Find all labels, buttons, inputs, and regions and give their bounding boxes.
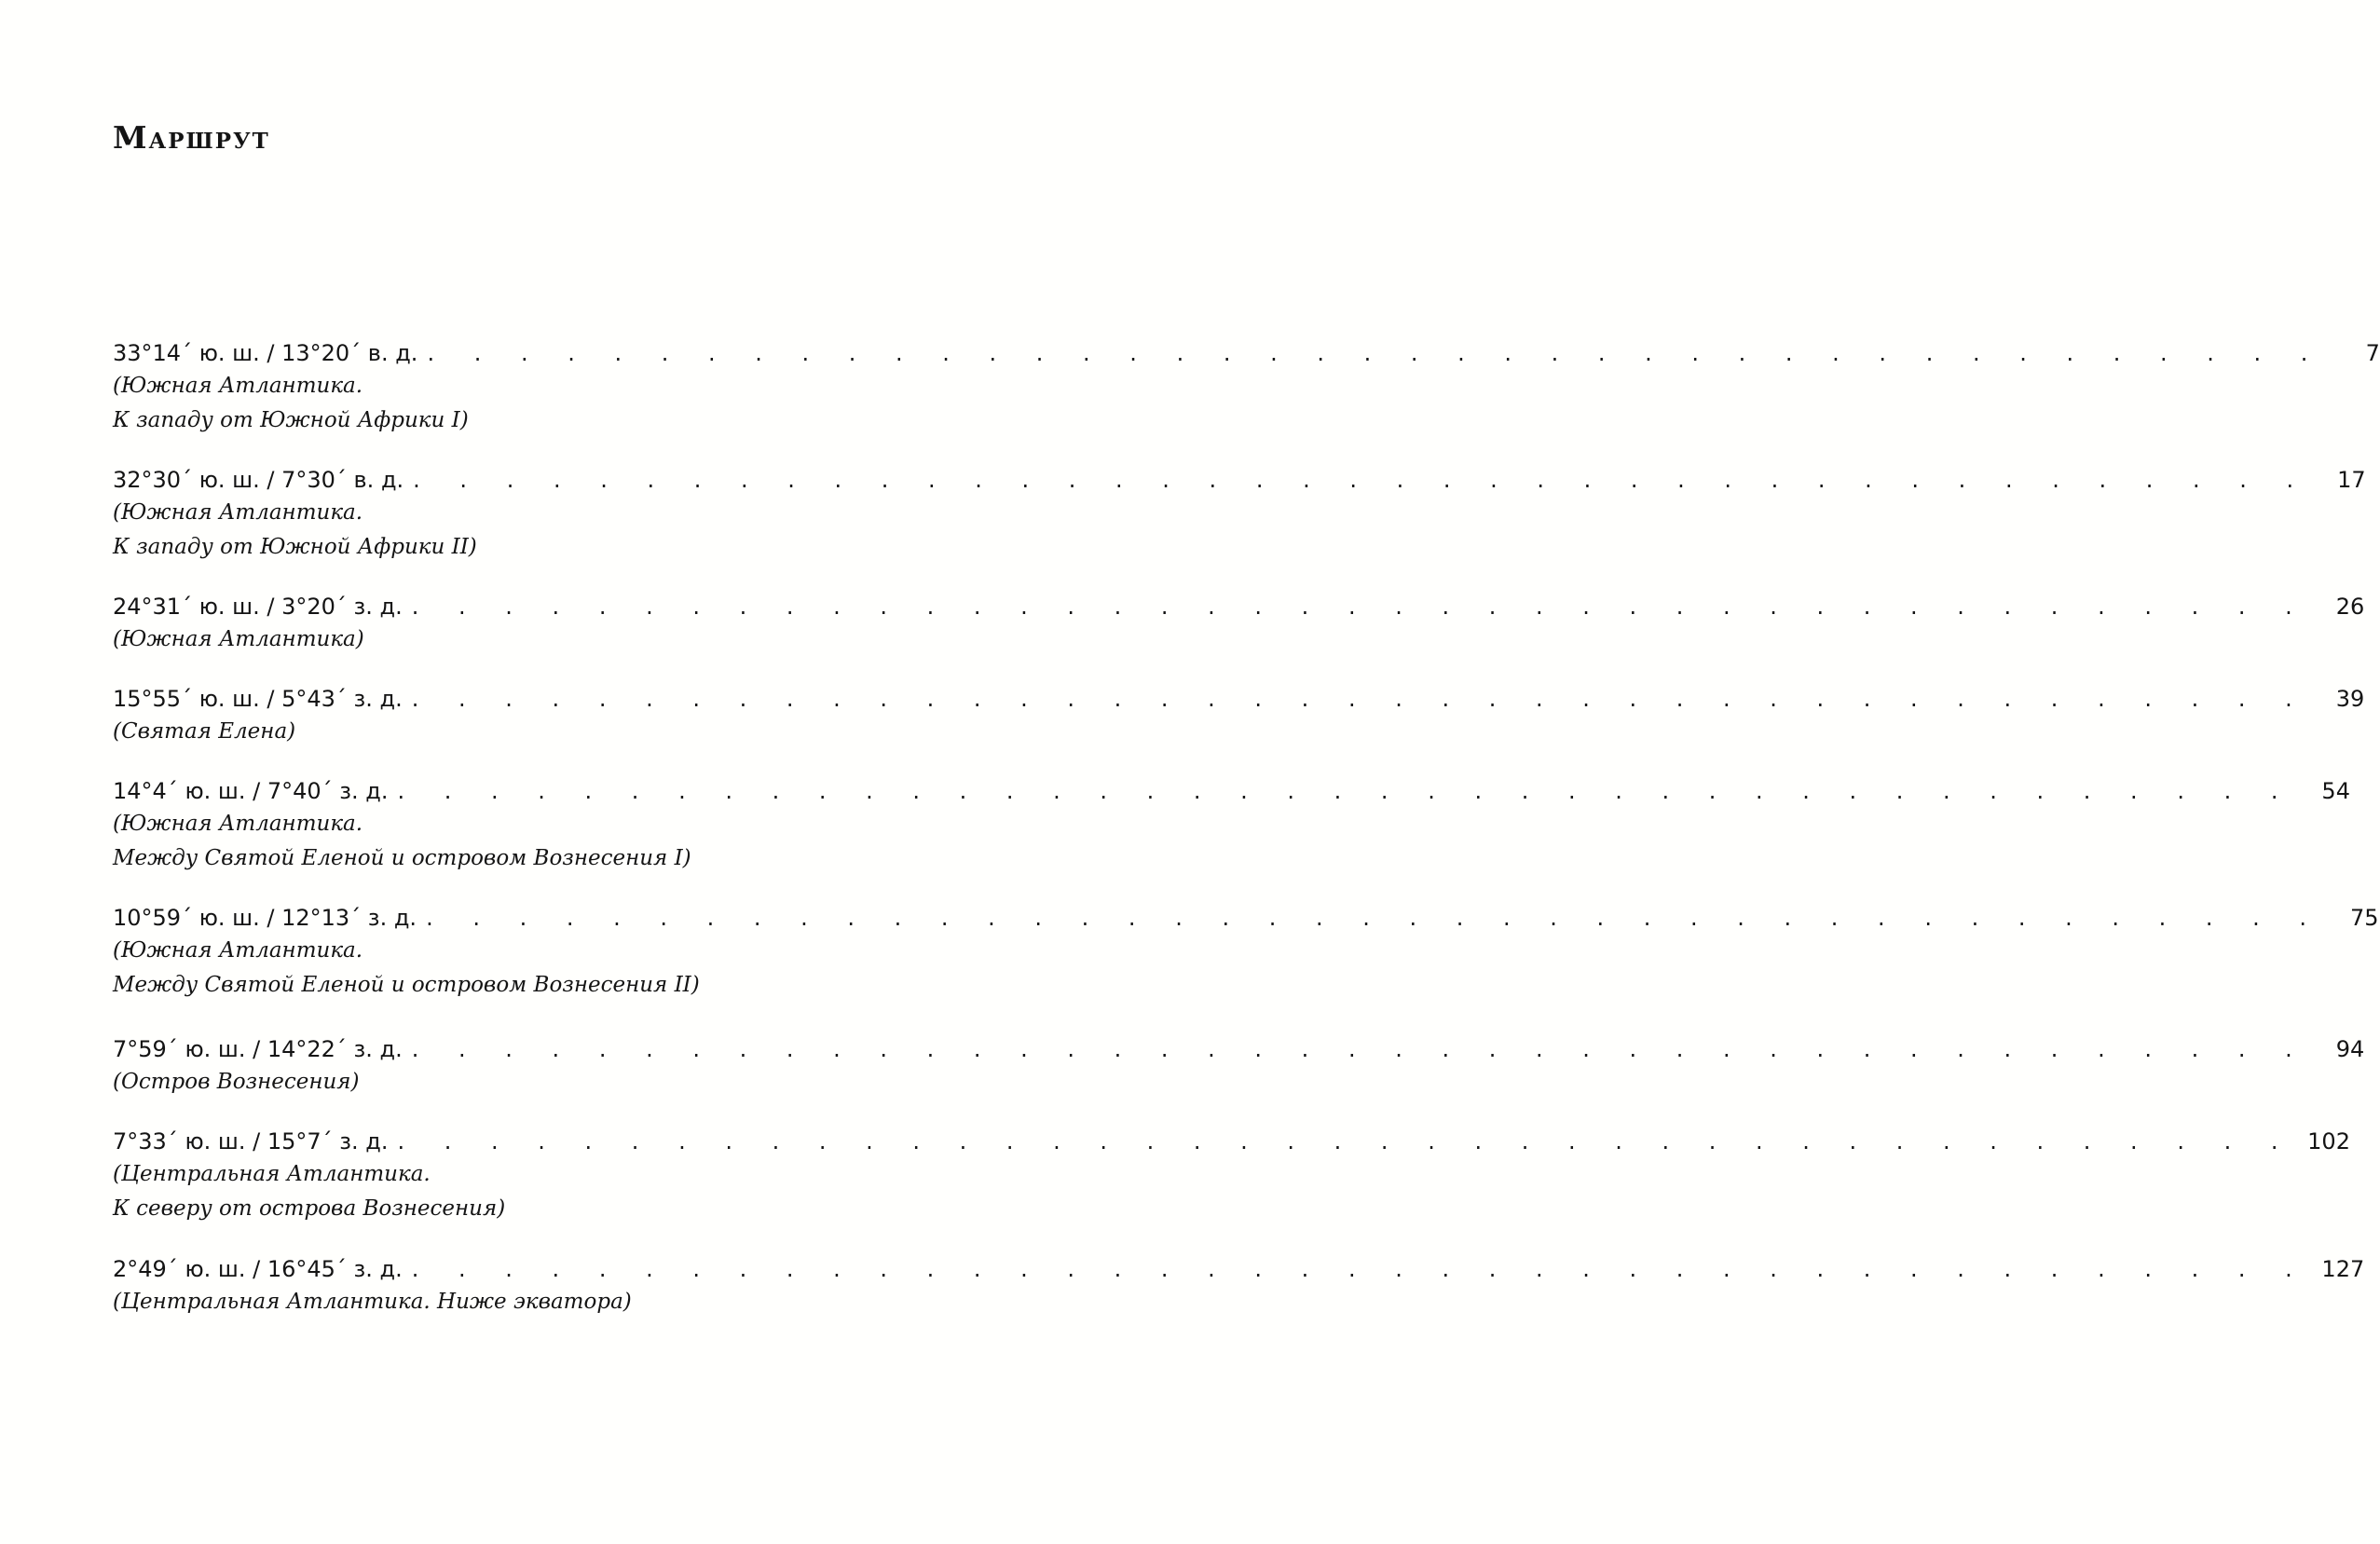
entry-coordinates: 33°14´ ю. ш. / 13°20´ в. д. (113, 340, 418, 366)
entry-coordinates: 7°33´ ю. ш. / 15°7´ з. д. (113, 1128, 389, 1155)
dot-leader: . . . . . . . . . . . . . . . . . . . . . . . . . . . . . . . . . . . . . . . . . (413, 467, 2310, 493)
entry-subtitle-line: (Южная Атлантика) (113, 627, 364, 651)
toc-entry-line (113, 591, 2365, 622)
toc-entry[interactable] (113, 1033, 2365, 1100)
dot-leader: . . . . . . . . . . . . . . . . . . . . . . . . . . . . . . . . . . . . . . . . . (427, 340, 2324, 366)
entry-page-number: 7 (2365, 340, 2380, 366)
entry-page-number: 75 (2349, 905, 2379, 931)
entry-subtitle-line: (Святая Елена) (113, 719, 296, 744)
entry-subtitle-line: (Центральная Атлантика. (113, 1162, 431, 1186)
entry-page-number: 39 (2335, 686, 2365, 712)
dot-leader: . . . . . . . . . . . . . . . . . . . . . . . . . . . . . . . . . . . . . . . . . (411, 594, 2309, 620)
toc-entry[interactable] (113, 775, 2350, 876)
toc-entry[interactable] (113, 591, 2365, 657)
dot-leader: . . . . . . . . . . . . . . . . . . . . . . . . . . . . . . . . . . . . . . . . . (426, 905, 2323, 931)
entry-subtitle-line: (Южная Атлантика. (113, 938, 363, 963)
entry-page-number: 17 (2337, 467, 2366, 493)
entry-page-number: 127 (2321, 1256, 2365, 1282)
entry-subtitle-line: К западу от Южной Африки I) (113, 408, 469, 432)
toc-entry-line (113, 1033, 2365, 1065)
entry-coordinates: 32°30´ ю. ш. / 7°30´ в. д. (113, 467, 404, 493)
entry-coordinates: 15°55´ ю. ш. / 5°43´ з. д. (113, 686, 403, 712)
entry-subtitle-line: Между Святой Еленой и островом Вознесения II) (113, 973, 700, 997)
toc-entry-line (113, 464, 2366, 496)
entry-subtitle-line: К северу от острова Вознесения) (113, 1196, 506, 1221)
entry-coordinates: 10°59´ ю. ш. / 12°13´ з. д. (113, 905, 417, 931)
dot-leader: . . . . . . . . . . . . . . . . . . . . . . . . . . . . . . . . . . . . . . . . . (397, 1128, 2294, 1155)
entry-coordinates: 14°4´ ю. ш. / 7°40´ з. д. (113, 778, 389, 804)
toc-entry-line (113, 337, 2380, 369)
dot-leader: . . . . . . . . . . . . . . . . . . . . . . . . . . . . . . . . . . . . . . . . . (411, 1036, 2309, 1062)
toc-entry[interactable] (113, 902, 2379, 1003)
entry-subtitle-line: К западу от Южной Африки II) (113, 535, 477, 559)
toc-entry[interactable] (113, 683, 2365, 749)
toc-entry-line (113, 902, 2379, 934)
toc-entry[interactable] (113, 1253, 2365, 1319)
toc-entry-line (113, 683, 2365, 715)
dot-leader: . . . . . . . . . . . . . . . . . . . . . . . . . . . . . . . . . . . . . . . . . (397, 778, 2294, 804)
entry-subtitle-line: (Южная Атлантика. (113, 500, 363, 525)
toc-entry[interactable] (113, 1126, 2350, 1226)
toc-entry-line (113, 1126, 2350, 1157)
entry-page-number: 26 (2335, 594, 2365, 620)
toc-entry[interactable] (113, 337, 2380, 438)
page-title: Маршрут (113, 119, 270, 156)
entry-page-number: 94 (2335, 1036, 2365, 1062)
entry-subtitle-line: (Остров Вознесения) (113, 1070, 360, 1094)
entry-subtitle-line: Между Святой Еленой и островом Вознесения I) (113, 846, 691, 870)
toc-entry-line (113, 775, 2350, 807)
dot-leader: . . . . . . . . . . . . . . . . . . . . . . . . . . . . . . . . . . . . . . . . . (411, 686, 2309, 712)
entry-coordinates: 2°49´ ю. ш. / 16°45´ з. д. (113, 1256, 403, 1282)
entry-subtitle-line: (Южная Атлантика. (113, 374, 363, 398)
entry-coordinates: 24°31´ ю. ш. / 3°20´ з. д. (113, 594, 403, 620)
toc-entry-line (113, 1253, 2365, 1285)
dot-leader: . . . . . . . . . . . . . . . . . . . . . . . . . . . . . . . . . . . . . . . . . (411, 1256, 2309, 1282)
entry-page-number: 54 (2321, 778, 2350, 804)
entry-page-number: 102 (2307, 1128, 2350, 1155)
entry-subtitle-line: (Южная Атлантика. (113, 812, 363, 836)
toc-entry[interactable] (113, 464, 2366, 565)
entry-coordinates: 7°59´ ю. ш. / 14°22´ з. д. (113, 1036, 403, 1062)
entry-subtitle-line: (Центральная Атлантика. Ниже экватора) (113, 1290, 632, 1314)
